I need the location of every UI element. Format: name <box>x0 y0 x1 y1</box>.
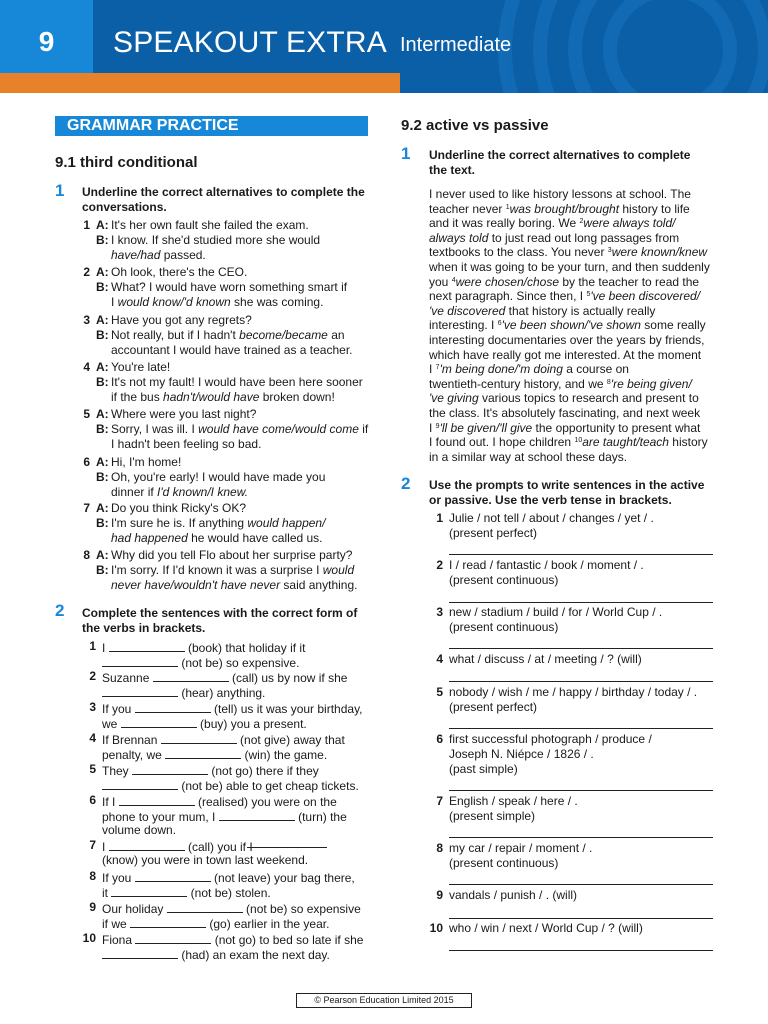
item-number: 6 <box>83 455 90 469</box>
text-segment: I <box>429 420 436 435</box>
item-number: 2 <box>83 265 90 279</box>
line-a: Oh look, there's the CEO. <box>111 265 248 279</box>
alternative-text: 've discovered <box>429 303 506 318</box>
text-segment: I hadn't been feeling so bad. <box>111 437 262 451</box>
text-segment: They <box>102 764 133 778</box>
text-segment: (realised) you were on the <box>194 795 337 809</box>
item-number: 1 <box>89 639 96 653</box>
text-segment: a course on <box>562 362 629 377</box>
item-number: 7 <box>89 838 96 852</box>
header-title: SPEAKOUT EXTRA <box>113 26 387 59</box>
text-segment: If you <box>102 702 135 716</box>
line-b1 <box>111 422 368 437</box>
alternative-text: 'll be given/'ll give <box>439 420 533 435</box>
passage-line <box>429 406 729 421</box>
speaker-a: A: <box>96 548 109 562</box>
gap-number: 6 <box>497 320 502 328</box>
alternative-text: become/became <box>239 328 328 342</box>
text-segment: by the teacher to read the <box>559 274 700 289</box>
text-segment: (buy) you a present. <box>196 717 307 731</box>
text-segment: when it was going to be your turn, and then suddenly <box>429 259 710 274</box>
text-segment: (not be) so expensive. <box>178 656 300 670</box>
passage-line <box>429 377 729 392</box>
gap-number: 9 <box>435 422 440 430</box>
text-segment: penalty, we <box>102 748 166 762</box>
text-segment: you <box>429 274 452 289</box>
speaker-b: B: <box>96 422 109 436</box>
speaker-a: A: <box>96 455 109 469</box>
item-number: 7 <box>83 501 90 515</box>
prompt-line: (present simple) <box>449 809 536 823</box>
text-segment: it <box>102 886 112 900</box>
passage-line <box>429 216 729 231</box>
section-title-9-2: 9.2 active vs passive <box>401 117 549 134</box>
passage-line <box>429 318 729 333</box>
alternative-text: would have come/would come <box>198 422 359 436</box>
line-a: You're late! <box>111 360 171 374</box>
gap-number: 3 <box>607 247 612 255</box>
answer-blank[interactable] <box>219 808 295 821</box>
line-b1 <box>111 233 320 248</box>
item-number: 1 <box>436 511 443 525</box>
prompt-line: who / win / next / World Cup / ? (will) <box>449 921 643 935</box>
exercise-r1-instruction: Underline the correct alternatives to complete the text. <box>429 148 691 177</box>
answer-blank[interactable] <box>130 915 206 928</box>
text-segment: I'm sorry. If I'd known it was a surprise I <box>111 563 323 577</box>
exercise-2-instruction: Complete the sentences with the correct form of the verbs in brackets. <box>82 606 358 635</box>
prompt-line: (present perfect) <box>449 526 538 540</box>
line-b1 <box>111 280 347 295</box>
text-segment: (tell) us it was your birthday, <box>210 702 363 716</box>
alternative-text: hadn't/would have <box>163 390 260 404</box>
line-b2 <box>111 437 261 452</box>
text-segment: Oh, you're early! I would have made you <box>111 470 326 484</box>
text-segment: If Brennan <box>102 733 161 747</box>
sentence-line: volume down. <box>102 823 177 837</box>
alternative-text: 've giving <box>429 391 479 406</box>
answer-blank[interactable] <box>102 946 178 959</box>
answer-blank[interactable] <box>119 793 195 806</box>
passage-line <box>429 333 729 348</box>
item-number: 8 <box>436 841 443 855</box>
passage-line <box>429 202 729 217</box>
item-number: 10 <box>82 931 96 945</box>
alternative-text: would happen/ <box>247 516 326 530</box>
text-segment: (hear) anything. <box>178 686 266 700</box>
text-segment: Sorry, I was ill. I <box>111 422 199 436</box>
answer-line[interactable] <box>449 681 713 682</box>
text-segment: I'm sure he is. If anything <box>111 516 248 530</box>
answer-blank[interactable] <box>109 838 185 851</box>
text-segment: (go) earlier in the year. <box>206 917 330 931</box>
text-segment: broken down! <box>259 390 335 404</box>
passage-text <box>429 187 729 464</box>
item-number: 5 <box>89 762 96 776</box>
answer-blank[interactable] <box>102 654 178 667</box>
text-segment: Suzanne <box>102 671 153 685</box>
text-segment: that history is actually really <box>505 303 656 318</box>
text-segment: Our holiday <box>102 902 167 916</box>
item-number: 2 <box>89 669 96 683</box>
line-b1 <box>111 563 354 578</box>
text-segment: history <box>668 435 708 450</box>
answer-blank[interactable] <box>135 869 211 882</box>
speaker-b: B: <box>96 563 109 577</box>
text-segment: various topics to research and present to <box>478 391 699 406</box>
alternative-text: are taught/teach <box>582 435 669 450</box>
gap-number: 5 <box>586 291 591 299</box>
answer-blank[interactable] <box>102 684 178 697</box>
alternative-text: have/had <box>111 248 161 262</box>
answer-blank[interactable] <box>247 835 327 848</box>
text-segment: an <box>327 328 345 342</box>
alternative-text: was brought/brought <box>509 201 620 216</box>
alternative-text: 'm being done/'m doing <box>439 362 563 377</box>
answer-blank[interactable] <box>111 884 187 897</box>
text-segment: some really <box>640 318 706 333</box>
prompt-line: Julie / not tell / about / changes / yet / . <box>449 511 654 525</box>
sentence-line <box>102 884 271 901</box>
passage-line <box>429 289 729 304</box>
orange-strip <box>0 73 400 93</box>
alternative-text: were always told/ <box>583 216 676 231</box>
line-a: Why did you tell Flo about her surprise party? <box>111 548 353 562</box>
header-level: Intermediate <box>400 34 512 56</box>
alternative-text: were known/knew <box>611 245 708 260</box>
prompt-line: (present perfect) <box>449 700 538 714</box>
grammar-practice-banner: GRAMMAR PRACTICE <box>55 116 368 136</box>
speaker-b: B: <box>96 233 109 247</box>
speaker-a: A: <box>96 407 109 421</box>
sentence-line <box>102 746 327 763</box>
item-number: 9 <box>436 888 443 902</box>
exercise-1-instruction: Underline the correct alternatives to complete the conversations. <box>82 185 365 214</box>
passage-line <box>429 304 729 319</box>
text-segment: (not leave) your bag there, <box>210 871 355 885</box>
text-segment: textbooks to the class. You never <box>429 245 608 260</box>
line-b2 <box>111 390 335 405</box>
sentence-line <box>102 684 265 701</box>
text-segment: in a similar way at school these days. <box>429 449 628 464</box>
text-segment: twentieth-century history, and we <box>429 376 607 391</box>
line-a: Hi, I'm home! <box>111 455 182 469</box>
prompt-line: (present continuous) <box>449 620 559 634</box>
text-segment: accountant I would have trained as a teacher. <box>111 343 353 357</box>
text-segment: passed. <box>160 248 206 262</box>
alternative-text: always told <box>429 230 489 245</box>
answer-line[interactable] <box>449 602 713 603</box>
line-b1 <box>111 328 345 343</box>
passage-line <box>429 348 729 363</box>
prompt-line: my car / repair / moment / . <box>449 841 593 855</box>
answer-blank[interactable] <box>153 669 229 682</box>
text-segment: What? I would have worn something smart if <box>111 280 348 294</box>
text-segment: I found out. I hope children <box>429 435 575 450</box>
passage-line <box>429 231 729 246</box>
answer-blank[interactable] <box>135 700 211 713</box>
item-number: 4 <box>83 360 90 374</box>
line-b1 <box>111 516 325 531</box>
text-segment: which have really got me interested. At the moment <box>429 347 702 362</box>
answer-line[interactable] <box>449 554 713 555</box>
prompt-line: new / stadium / build / for / World Cup / . <box>449 605 663 619</box>
line-a: Have you got any regrets? <box>111 313 252 327</box>
item-number: 6 <box>436 732 443 746</box>
item-number: 2 <box>436 558 443 572</box>
answer-blank[interactable] <box>109 639 185 652</box>
speaker-b: B: <box>96 280 109 294</box>
prompt-line: (present continuous) <box>449 573 559 587</box>
speaker-b: B: <box>96 516 109 530</box>
line-b2 <box>111 248 206 263</box>
alternative-text: had happened <box>111 531 188 545</box>
text-segment: if the bus <box>111 390 164 404</box>
text-segment: if we <box>102 917 131 931</box>
item-number: 5 <box>83 407 90 421</box>
speaker-a: A: <box>96 265 109 279</box>
text-segment: next paragraph. Since then, I <box>429 289 587 304</box>
prompt-line: nobody / wish / me / happy / birthday / today / . <box>449 685 698 699</box>
answer-line[interactable] <box>449 728 713 729</box>
alternative-text: would know/'d known <box>117 295 231 309</box>
exercise-r1-number: 1 <box>401 144 411 163</box>
text-segment: I <box>429 362 436 377</box>
item-number: 7 <box>436 794 443 808</box>
alternative-text: I'd known/I knew. <box>157 485 249 499</box>
text-segment: said anything. <box>280 578 358 592</box>
passage-line <box>429 187 729 202</box>
answer-blank[interactable] <box>121 715 197 728</box>
text-segment: (not be) able to get cheap tickets. <box>178 779 359 793</box>
text-segment: (not go) to bed so late if she <box>211 933 364 947</box>
item-number: 9 <box>89 900 96 914</box>
passage-line <box>429 421 729 436</box>
passage-line <box>429 450 729 465</box>
text-segment: she was coming. <box>230 295 324 309</box>
exercise-r2-number: 2 <box>401 474 411 493</box>
prompt-line: Joseph N. Niépce / 1826 / . <box>449 747 594 761</box>
gap-number: 4 <box>451 276 456 284</box>
line-b1 <box>111 375 363 390</box>
answer-blank[interactable] <box>132 762 208 775</box>
text-segment: (turn) the <box>294 810 347 824</box>
speaker-a: A: <box>96 501 109 515</box>
line-a: Do you think Ricky's OK? <box>111 501 247 515</box>
text-segment: (not be) stolen. <box>187 886 271 900</box>
item-number: 5 <box>436 685 443 699</box>
text-segment: (not be) so expensive <box>242 902 361 916</box>
sentence-line: (know) you were in town last weekend. <box>102 853 309 867</box>
section-title-9-1: 9.1 third conditional <box>55 154 198 171</box>
text-segment: If you <box>102 871 135 885</box>
sentence-line <box>102 946 330 963</box>
gap-number: 1 <box>505 203 510 211</box>
speaker-b: B: <box>96 470 109 484</box>
text-segment: Fiona <box>102 933 136 947</box>
alternative-text: would <box>322 563 355 577</box>
speaker-a: A: <box>96 218 109 232</box>
text-segment: interesting documentaries over the years by friends, <box>429 332 705 347</box>
alternative-text: 're being given/ <box>610 376 692 391</box>
speaker-b: B: <box>96 328 109 342</box>
text-segment: (had) an exam the next day. <box>178 948 330 962</box>
answer-blank[interactable] <box>167 900 243 913</box>
text-segment: we <box>102 717 121 731</box>
line-b2 <box>111 485 248 500</box>
item-number: 4 <box>89 731 96 745</box>
text-segment: I <box>102 641 109 655</box>
item-number: 3 <box>83 313 90 327</box>
text-segment: to just read out long passages from <box>488 230 680 245</box>
alternative-text: 've been shown/'ve shown <box>501 318 641 333</box>
text-segment: I know. If she'd studied more she would <box>111 233 321 247</box>
prompt-line: English / speak / here / . <box>449 794 578 808</box>
gap-number: 7 <box>435 364 440 372</box>
copyright-footer: © Pearson Education Limited 2015 <box>296 993 472 1008</box>
text-segment: I <box>102 840 109 854</box>
line-a: It's her own fault she failed the exam. <box>111 218 309 232</box>
speaker-b: B: <box>96 375 109 389</box>
item-number: 1 <box>83 218 90 232</box>
sentence-line <box>102 715 307 732</box>
text-segment: It's not my fault! I would have been here sooner <box>111 375 363 389</box>
alternative-text: 've been discovered/ <box>590 289 701 304</box>
text-segment: the class. It's absolutely fascinating, and next week <box>429 405 701 420</box>
text-segment: If I <box>102 795 119 809</box>
answer-line[interactable] <box>449 884 713 885</box>
answer-blank[interactable] <box>135 931 211 944</box>
page-header <box>0 0 768 93</box>
speaker-a: A: <box>96 360 109 374</box>
text-segment: the opportunity to present what <box>532 420 701 435</box>
text-segment: (call) you if I <box>184 840 253 854</box>
text-segment: interesting. I <box>429 318 498 333</box>
exercise-1-number: 1 <box>55 181 65 200</box>
prompt-line: first successful photograph / produce / <box>449 732 652 746</box>
text-segment: (not give) away that <box>236 733 345 747</box>
line-b1 <box>111 470 325 485</box>
text-segment: he would have called us. <box>187 531 323 545</box>
answer-line[interactable] <box>449 950 713 951</box>
alternative-text: never have/wouldn't have never <box>111 578 281 592</box>
passage-line <box>429 275 729 290</box>
answer-line[interactable] <box>449 918 713 919</box>
sentence-line <box>247 835 327 852</box>
gap-number: 10 <box>574 437 583 445</box>
text-segment: teacher never <box>429 201 506 216</box>
text-segment: dinner if <box>111 485 158 499</box>
text-segment: (not go) there if they <box>208 764 319 778</box>
answer-blank[interactable] <box>165 746 241 759</box>
line-b2 <box>111 343 353 358</box>
text-segment: I <box>111 295 118 309</box>
prompt-line: what / discuss / at / meeting / ? (will) <box>449 652 642 666</box>
item-number: 3 <box>89 700 96 714</box>
sentence-line <box>102 915 329 932</box>
text-segment: (call) us by now if she <box>228 671 348 685</box>
passage-line <box>429 362 729 377</box>
answer-blank[interactable] <box>161 731 237 744</box>
exercise-2-number: 2 <box>55 601 65 620</box>
text-segment: if <box>358 422 369 436</box>
passage-line <box>429 391 729 406</box>
text-segment: phone to your mum, I <box>102 810 219 824</box>
text-segment: Not really, but if I hadn't <box>111 328 240 342</box>
line-b2 <box>111 578 357 593</box>
gap-number: 8 <box>606 378 611 386</box>
passage-line <box>429 245 729 260</box>
text-segment: (book) that holiday if it <box>184 641 306 655</box>
item-number: 8 <box>89 869 96 883</box>
item-number: 10 <box>429 921 443 935</box>
answer-blank[interactable] <box>102 777 178 790</box>
gap-number: 2 <box>579 218 584 226</box>
alternative-text: were chosen/chose <box>455 274 559 289</box>
text-segment: (win) the game. <box>241 748 328 762</box>
speaker-a: A: <box>96 313 109 327</box>
passage-line <box>429 260 729 275</box>
line-a: Where were you last night? <box>111 407 257 421</box>
unit-number: 9 <box>38 26 55 57</box>
prompt-line: (past simple) <box>449 762 518 776</box>
prompt-line: vandals / punish / . (will) <box>449 888 578 902</box>
text-segment: I never used to like history lessons at school. The <box>429 187 691 201</box>
item-number: 3 <box>436 605 443 619</box>
item-number: 6 <box>89 793 96 807</box>
item-number: 8 <box>83 548 90 562</box>
item-number: 4 <box>436 652 443 666</box>
text-segment: history to life <box>619 201 690 216</box>
passage-line <box>429 435 729 450</box>
text-segment: and it was really boring. We <box>429 216 580 231</box>
line-b2 <box>111 531 323 546</box>
line-b2 <box>111 295 323 310</box>
answer-line[interactable] <box>449 790 713 791</box>
sentence-line <box>102 777 359 794</box>
answer-line[interactable] <box>449 648 713 649</box>
exercise-r2-instruction: Use the prompts to write sentences in the active or passive. Use the verb tense in brackets. <box>429 478 705 507</box>
answer-line[interactable] <box>449 837 713 838</box>
prompt-line: (present continuous) <box>449 856 559 870</box>
prompt-line: I / read / fantastic / book / moment / . <box>449 558 644 572</box>
